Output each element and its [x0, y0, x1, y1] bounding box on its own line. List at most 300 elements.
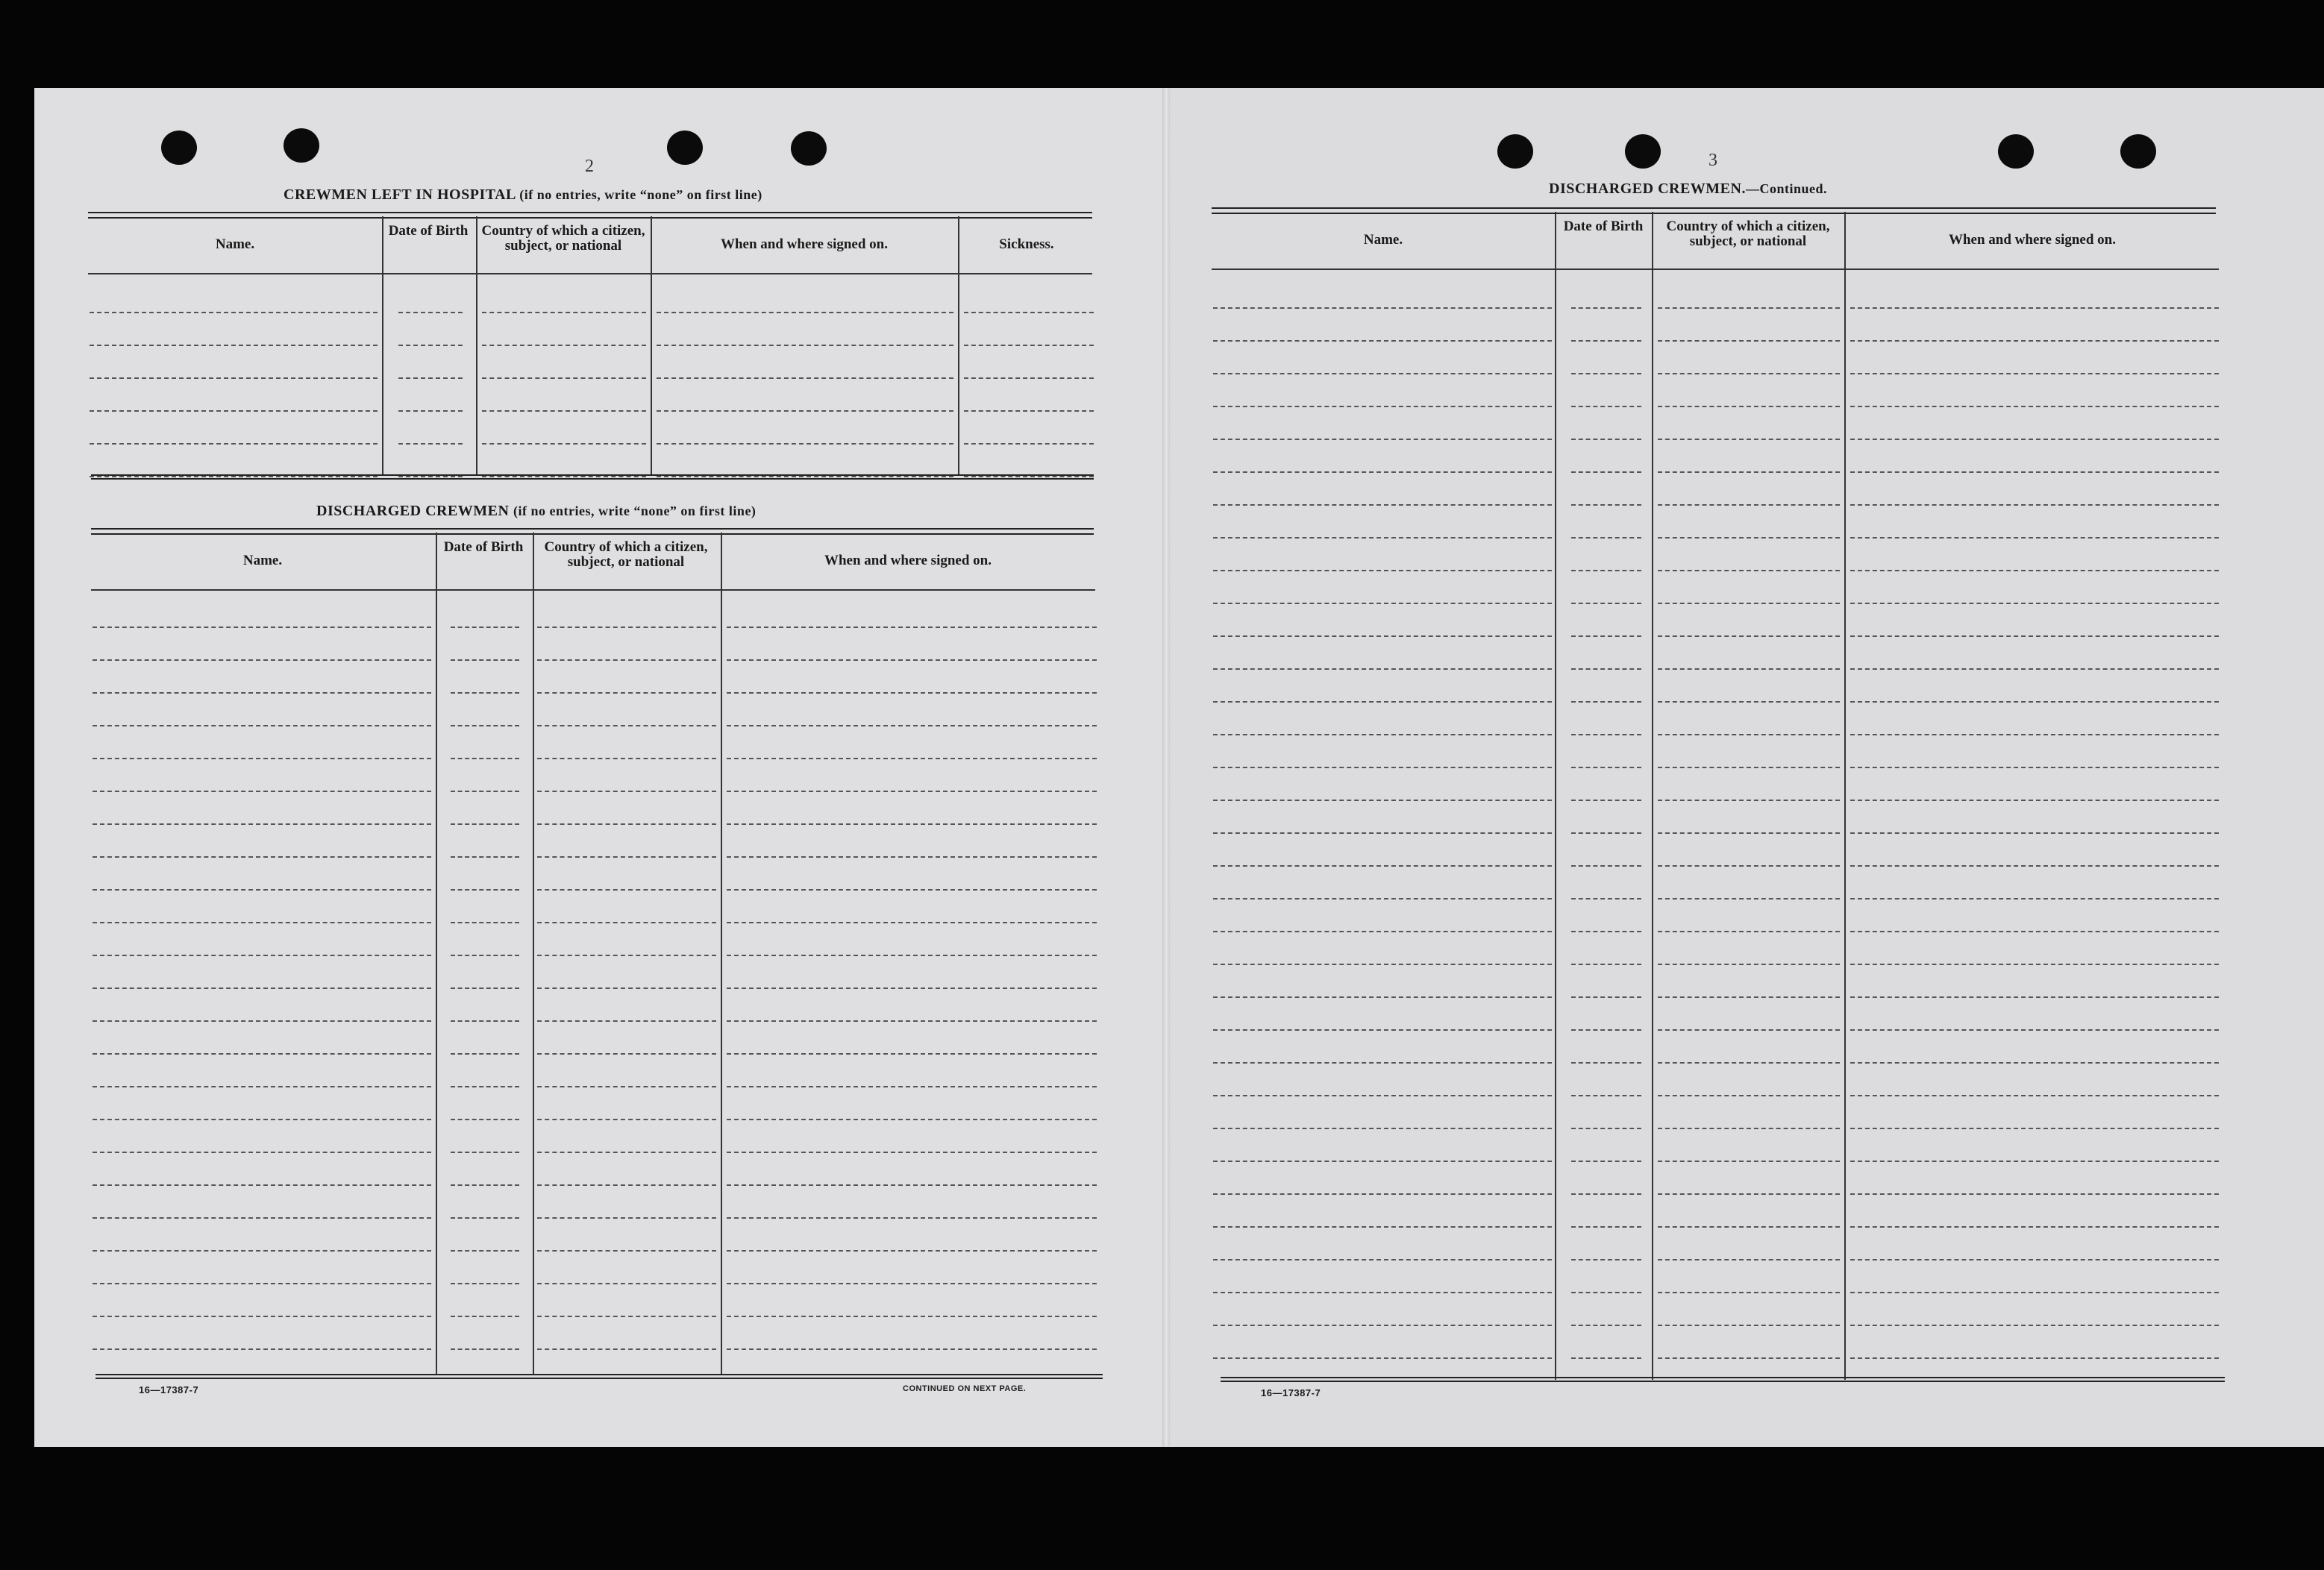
entry-line[interactable]	[1658, 931, 1840, 932]
entry-line[interactable]	[1571, 1259, 1641, 1260]
entry-line[interactable]	[1658, 1062, 1840, 1064]
entry-line[interactable]	[1658, 832, 1840, 834]
entry-line[interactable]	[451, 725, 519, 726]
discharged-title-text: DISCHARGED CREWMEN	[316, 503, 510, 519]
entry-line[interactable]	[1850, 406, 2219, 407]
punch-hole	[667, 131, 703, 165]
entry-line[interactable]	[1850, 537, 2219, 538]
entry-line[interactable]	[727, 725, 1097, 726]
entry-line[interactable]	[1213, 537, 1552, 538]
entry-line[interactable]	[1850, 832, 2219, 834]
entry-line[interactable]	[537, 791, 716, 792]
entry-line[interactable]	[1658, 1193, 1840, 1195]
entry-line[interactable]	[1850, 307, 2219, 309]
entry-line[interactable]	[1850, 701, 2219, 703]
entry-line[interactable]	[1658, 1292, 1840, 1293]
entry-line[interactable]	[1213, 1161, 1552, 1162]
entry-line[interactable]	[1658, 1095, 1840, 1096]
continued-vline	[1652, 212, 1653, 1380]
hospital-vline	[651, 216, 652, 476]
hospital-col-country: Country of which a citizen, subject, or national	[481, 223, 645, 254]
hospital-header-rule	[88, 273, 1092, 274]
form-number: 16—17387-7	[139, 1384, 199, 1395]
entry-line[interactable]	[657, 377, 953, 379]
entry-line[interactable]	[1571, 1325, 1641, 1326]
entry-line[interactable]	[727, 627, 1097, 628]
entry-line[interactable]	[482, 410, 646, 412]
form-number: 16—17387-7	[1261, 1387, 1321, 1398]
entry-line[interactable]	[657, 410, 953, 412]
hospital-section-title	[284, 186, 762, 204]
entry-line[interactable]	[537, 1119, 716, 1120]
continued-col-dob: Date of Birth	[1563, 219, 1644, 234]
entry-line[interactable]	[482, 312, 646, 313]
page-gutter	[1162, 88, 1170, 1447]
entry-line[interactable]	[1658, 767, 1840, 768]
entry-line[interactable]	[1658, 406, 1840, 407]
entry-line[interactable]	[1213, 1193, 1552, 1195]
entry-line[interactable]	[398, 443, 463, 445]
entry-line[interactable]	[727, 1283, 1097, 1284]
page-number: 3	[1708, 151, 1717, 170]
entry-line[interactable]	[1658, 1029, 1840, 1031]
entry-line[interactable]	[537, 627, 716, 628]
entry-line[interactable]	[1571, 800, 1641, 801]
entry-line[interactable]	[1571, 537, 1641, 538]
hospital-title-note: (if no entries, write “none” on first line)	[519, 187, 762, 202]
entry-line[interactable]	[537, 1053, 716, 1055]
entry-line[interactable]	[537, 955, 716, 956]
entry-line[interactable]	[398, 312, 463, 313]
hospital-vline	[476, 216, 477, 476]
entry-line[interactable]	[1658, 734, 1840, 735]
punch-hole	[791, 131, 827, 166]
entry-line[interactable]	[93, 1217, 431, 1219]
entry-line[interactable]	[1850, 1161, 2219, 1162]
entry-line[interactable]	[1571, 373, 1641, 374]
entry-line[interactable]	[451, 692, 519, 694]
entry-line[interactable]	[727, 1119, 1097, 1120]
entry-line[interactable]	[1850, 1325, 2219, 1326]
entry-line[interactable]	[727, 1217, 1097, 1219]
continued-table-top-rule	[1212, 207, 2216, 214]
entry-line[interactable]	[1850, 931, 2219, 932]
discharged-table-top-rule	[91, 528, 1094, 535]
hospital-vline	[958, 216, 959, 476]
entry-line[interactable]	[727, 1086, 1097, 1087]
entry-line[interactable]	[1213, 635, 1552, 637]
entry-line[interactable]	[1850, 1357, 2219, 1359]
entry-line[interactable]	[451, 955, 519, 956]
entry-line[interactable]	[1213, 898, 1552, 899]
entry-line[interactable]	[537, 1020, 716, 1022]
discharged-header-rule	[91, 589, 1095, 591]
continued-col-name: Name.	[1363, 232, 1403, 248]
entry-line[interactable]	[1658, 701, 1840, 703]
hospital-col-sickness: Sickness.	[999, 236, 1054, 252]
entry-line[interactable]	[1850, 1029, 2219, 1031]
entry-line[interactable]	[1850, 996, 2219, 998]
entry-line[interactable]	[93, 823, 431, 825]
entry-line[interactable]	[1658, 1161, 1840, 1162]
entry-line[interactable]	[657, 443, 953, 445]
entry-line[interactable]	[482, 443, 646, 445]
entry-line[interactable]	[1658, 471, 1840, 473]
entry-line[interactable]	[451, 1217, 519, 1219]
entry-line[interactable]	[1213, 1325, 1552, 1326]
entry-line[interactable]	[451, 987, 519, 989]
entry-line[interactable]	[1213, 406, 1552, 407]
entry-line[interactable]	[1213, 471, 1552, 473]
entry-line[interactable]	[657, 312, 953, 313]
entry-line[interactable]	[1213, 307, 1552, 309]
entry-line[interactable]	[537, 1348, 716, 1350]
entry-line[interactable]	[1850, 1128, 2219, 1129]
continued-note: CONTINUED ON NEXT PAGE.	[903, 1384, 1027, 1393]
entry-line[interactable]	[451, 1053, 519, 1055]
continued-col-signed-on: When and where signed on.	[1948, 232, 2116, 248]
entry-line[interactable]	[727, 1348, 1097, 1350]
entry-line[interactable]	[1850, 1292, 2219, 1293]
entry-line[interactable]	[1571, 1357, 1641, 1359]
entry-line[interactable]	[727, 1316, 1097, 1317]
entry-line[interactable]	[537, 1283, 716, 1284]
entry-line[interactable]	[727, 987, 1097, 989]
entry-line[interactable]	[727, 1152, 1097, 1153]
entry-line[interactable]	[1658, 340, 1840, 342]
entry-line[interactable]	[90, 345, 378, 346]
entry-line[interactable]	[398, 345, 463, 346]
entry-line[interactable]	[1658, 996, 1840, 998]
entry-line[interactable]	[1571, 1128, 1641, 1129]
entry-line[interactable]	[1850, 1062, 2219, 1064]
discharged-section-title	[316, 503, 756, 520]
entry-line[interactable]	[1658, 570, 1840, 571]
entry-line[interactable]	[90, 410, 378, 412]
entry-line[interactable]	[451, 627, 519, 628]
hospital-col-name: Name.	[215, 236, 255, 252]
entry-line[interactable]	[727, 922, 1097, 923]
entry-line[interactable]	[1213, 996, 1552, 998]
entry-line[interactable]	[1213, 439, 1552, 440]
entry-line[interactable]	[1850, 340, 2219, 342]
discharged-table-bottom-rule	[95, 1374, 1103, 1379]
entry-line[interactable]	[451, 922, 519, 923]
entry-line[interactable]	[1658, 1325, 1840, 1326]
continued-table-bottom-rule	[1221, 1377, 2225, 1382]
entry-line[interactable]	[93, 1250, 431, 1252]
entry-line[interactable]	[93, 659, 431, 661]
left-page	[34, 88, 1168, 1447]
entry-line[interactable]	[537, 692, 716, 694]
entry-line[interactable]	[537, 823, 716, 825]
entry-line[interactable]	[1658, 964, 1840, 965]
entry-line[interactable]	[727, 1053, 1097, 1055]
entry-line[interactable]	[1571, 406, 1641, 407]
entry-line[interactable]	[1571, 734, 1641, 735]
entry-line[interactable]	[1571, 307, 1641, 309]
hospital-table-bottom-rule	[91, 474, 1094, 480]
entry-line[interactable]	[1571, 1226, 1641, 1228]
entry-line[interactable]	[93, 922, 431, 923]
entry-line[interactable]	[1213, 1128, 1552, 1129]
entry-line[interactable]	[451, 791, 519, 792]
entry-line[interactable]	[93, 627, 431, 628]
entry-line[interactable]	[398, 410, 463, 412]
entry-line[interactable]	[1850, 1193, 2219, 1195]
entry-line[interactable]	[1213, 701, 1552, 703]
entry-line[interactable]	[1658, 1226, 1840, 1228]
entry-line[interactable]	[1658, 504, 1840, 506]
entry-line[interactable]	[1571, 1161, 1641, 1162]
entry-line[interactable]	[1571, 898, 1641, 899]
discharged-col-dob: Date of Birth	[443, 539, 524, 555]
entry-line[interactable]	[537, 1184, 716, 1186]
discharged-col-signed-on: When and where signed on.	[824, 553, 992, 568]
continued-header-rule	[1212, 269, 2219, 270]
entry-line[interactable]	[727, 1184, 1097, 1186]
entry-line[interactable]	[93, 1020, 431, 1022]
entry-line[interactable]	[1213, 931, 1552, 932]
entry-line[interactable]	[1658, 668, 1840, 670]
entry-line[interactable]	[451, 1086, 519, 1087]
entry-line[interactable]	[1571, 964, 1641, 965]
entry-line[interactable]	[1571, 471, 1641, 473]
discharged-col-name: Name.	[242, 553, 283, 568]
discharged-vline	[436, 533, 437, 1375]
discharged-vline	[533, 533, 534, 1375]
entry-line[interactable]	[1213, 734, 1552, 735]
entry-line[interactable]	[1850, 1259, 2219, 1260]
entry-line[interactable]	[1213, 340, 1552, 342]
entry-line[interactable]	[1213, 1292, 1552, 1293]
entry-line[interactable]	[451, 1283, 519, 1284]
entry-line[interactable]	[1213, 668, 1552, 670]
entry-line[interactable]	[727, 791, 1097, 792]
entry-line[interactable]	[1213, 570, 1552, 571]
entry-line[interactable]	[1658, 307, 1840, 309]
discharged-title-note: (if no entries, write “none” on first line)	[513, 503, 757, 518]
entry-line[interactable]	[1213, 373, 1552, 374]
entry-line[interactable]	[93, 725, 431, 726]
punch-hole	[1625, 134, 1661, 169]
entry-line[interactable]	[537, 659, 716, 661]
entry-line[interactable]	[964, 410, 1094, 412]
entry-line[interactable]	[1658, 1128, 1840, 1129]
entry-line[interactable]	[1213, 832, 1552, 834]
entry-line[interactable]	[93, 1283, 431, 1284]
entry-line[interactable]	[451, 1020, 519, 1022]
entry-line[interactable]	[93, 955, 431, 956]
entry-line[interactable]	[93, 1086, 431, 1087]
entry-line[interactable]	[1213, 603, 1552, 604]
entry-line[interactable]	[1571, 340, 1641, 342]
entry-line[interactable]	[451, 823, 519, 825]
entry-line[interactable]	[451, 856, 519, 858]
hospital-vline	[382, 216, 383, 476]
entry-line[interactable]	[964, 345, 1094, 346]
entry-line[interactable]	[93, 1316, 431, 1317]
entry-line[interactable]	[1850, 898, 2219, 899]
entry-line[interactable]	[451, 1184, 519, 1186]
entry-line[interactable]	[727, 1250, 1097, 1252]
entry-line[interactable]	[93, 1053, 431, 1055]
entry-line[interactable]	[1850, 635, 2219, 637]
entry-line[interactable]	[1571, 1095, 1641, 1096]
entry-line[interactable]	[451, 1119, 519, 1120]
discharged-vline	[721, 533, 722, 1375]
entry-line[interactable]	[482, 377, 646, 379]
entry-line[interactable]	[1571, 504, 1641, 506]
entry-line[interactable]	[727, 823, 1097, 825]
entry-line[interactable]	[537, 1086, 716, 1087]
entry-line[interactable]	[1850, 734, 2219, 735]
entry-line[interactable]	[1213, 767, 1552, 768]
punch-hole	[284, 128, 319, 163]
entry-line[interactable]	[727, 856, 1097, 858]
entry-line[interactable]	[1850, 1095, 2219, 1096]
entry-line[interactable]	[537, 1250, 716, 1252]
entry-line[interactable]	[1213, 1357, 1552, 1359]
entry-line[interactable]	[1658, 373, 1840, 374]
entry-line[interactable]	[90, 312, 378, 313]
discharged-continued-suffix: —Continued.	[1745, 181, 1827, 196]
entry-line[interactable]	[1850, 471, 2219, 473]
entry-line[interactable]	[1571, 668, 1641, 670]
entry-line[interactable]	[482, 345, 646, 346]
entry-line[interactable]	[1658, 603, 1840, 604]
discharged-col-country: Country of which a citizen, subject, or national	[544, 539, 708, 570]
entry-line[interactable]	[1658, 800, 1840, 801]
entry-line[interactable]	[1213, 1062, 1552, 1064]
entry-line[interactable]	[93, 1152, 431, 1153]
entry-line[interactable]	[1571, 865, 1641, 867]
entry-line[interactable]	[727, 659, 1097, 661]
hospital-col-signed-on: When and where signed on.	[720, 236, 888, 252]
entry-line[interactable]	[1571, 603, 1641, 604]
entry-line[interactable]	[1850, 603, 2219, 604]
entry-line[interactable]	[727, 1020, 1097, 1022]
entry-line[interactable]	[1850, 1226, 2219, 1228]
entry-line[interactable]	[537, 1316, 716, 1317]
entry-line[interactable]	[451, 1348, 519, 1350]
entry-line[interactable]	[1571, 1292, 1641, 1293]
entry-line[interactable]	[1213, 1259, 1552, 1260]
entry-line[interactable]	[537, 922, 716, 923]
entry-line[interactable]	[537, 987, 716, 989]
discharged-continued-title-text: DISCHARGED CREWMEN.	[1549, 180, 1746, 197]
entry-line[interactable]	[93, 791, 431, 792]
punch-hole	[161, 131, 197, 165]
entry-line[interactable]	[1658, 898, 1840, 899]
entry-line[interactable]	[1850, 504, 2219, 506]
entry-line[interactable]	[451, 659, 519, 661]
punch-hole	[1998, 134, 2034, 169]
entry-line[interactable]	[1658, 635, 1840, 637]
entry-line[interactable]	[1850, 964, 2219, 965]
entry-line[interactable]	[93, 987, 431, 989]
entry-line[interactable]	[1658, 439, 1840, 440]
entry-line[interactable]	[1571, 701, 1641, 703]
entry-line[interactable]	[451, 758, 519, 759]
entry-line[interactable]	[537, 758, 716, 759]
entry-line[interactable]	[537, 889, 716, 891]
entry-line[interactable]	[1571, 767, 1641, 768]
entry-line[interactable]	[1213, 865, 1552, 867]
entry-line[interactable]	[1658, 537, 1840, 538]
entry-line[interactable]	[1571, 570, 1641, 571]
entry-line[interactable]	[93, 889, 431, 891]
entry-line[interactable]	[537, 1152, 716, 1153]
entry-line[interactable]	[1571, 1193, 1641, 1195]
entry-line[interactable]	[1658, 1259, 1840, 1260]
hospital-col-dob: Date of Birth	[388, 223, 469, 239]
entry-line[interactable]	[1850, 570, 2219, 571]
entry-line[interactable]	[727, 889, 1097, 891]
entry-line[interactable]	[1850, 668, 2219, 670]
entry-line[interactable]	[1213, 964, 1552, 965]
entry-line[interactable]	[451, 889, 519, 891]
entry-line[interactable]	[1213, 1226, 1552, 1228]
entry-line[interactable]	[1213, 1029, 1552, 1031]
entry-line[interactable]	[727, 758, 1097, 759]
entry-line[interactable]	[90, 443, 378, 445]
entry-line[interactable]	[93, 1348, 431, 1350]
entry-line[interactable]	[1658, 865, 1840, 867]
entry-line[interactable]	[1213, 504, 1552, 506]
entry-line[interactable]	[93, 758, 431, 759]
hospital-table-top-rule	[88, 212, 1092, 219]
entry-line[interactable]	[90, 377, 378, 379]
entry-line[interactable]	[398, 377, 463, 379]
entry-line[interactable]	[964, 377, 1094, 379]
entry-line[interactable]	[451, 1250, 519, 1252]
entry-line[interactable]	[1571, 635, 1641, 637]
entry-line[interactable]	[1571, 996, 1641, 998]
entry-line[interactable]	[93, 856, 431, 858]
entry-line[interactable]	[1571, 1062, 1641, 1064]
entry-line[interactable]	[964, 443, 1094, 445]
entry-line[interactable]	[657, 345, 953, 346]
entry-line[interactable]	[93, 1184, 431, 1186]
entry-line[interactable]	[537, 725, 716, 726]
entry-line[interactable]	[1850, 800, 2219, 801]
entry-line[interactable]	[964, 312, 1094, 313]
entry-line[interactable]	[1850, 865, 2219, 867]
entry-line[interactable]	[1658, 1357, 1840, 1359]
entry-line[interactable]	[1571, 1029, 1641, 1031]
entry-line[interactable]	[727, 955, 1097, 956]
discharged-continued-title	[1549, 180, 1827, 198]
entry-line[interactable]	[1571, 832, 1641, 834]
entry-line[interactable]	[93, 1119, 431, 1120]
entry-line[interactable]	[451, 1316, 519, 1317]
entry-line[interactable]	[1850, 373, 2219, 374]
entry-line[interactable]	[727, 692, 1097, 694]
page-number: 2	[585, 157, 594, 176]
entry-line[interactable]	[1571, 439, 1641, 440]
entry-line[interactable]	[1850, 439, 2219, 440]
entry-line[interactable]	[1213, 800, 1552, 801]
entry-line[interactable]	[93, 692, 431, 694]
continued-vline	[1555, 212, 1556, 1380]
entry-line[interactable]	[451, 1152, 519, 1153]
entry-line[interactable]	[537, 1217, 716, 1219]
entry-line[interactable]	[1213, 1095, 1552, 1096]
entry-line[interactable]	[1850, 767, 2219, 768]
entry-line[interactable]	[1571, 931, 1641, 932]
entry-line[interactable]	[537, 856, 716, 858]
